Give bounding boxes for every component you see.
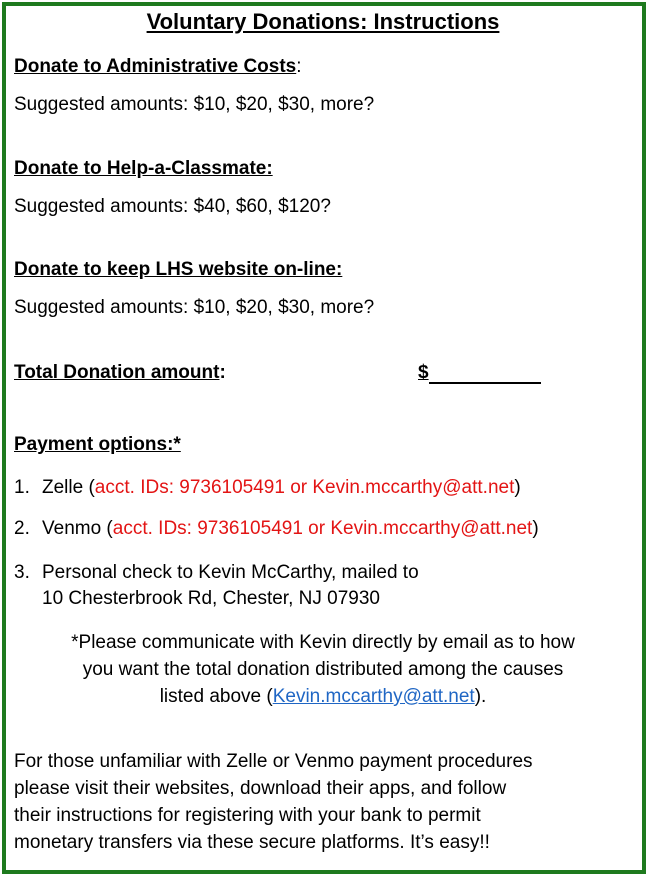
footer-line-2: please visit their websites, download their apps, and follow <box>14 778 507 799</box>
close-paren: ) <box>532 518 539 539</box>
list-number: 2. <box>14 518 30 539</box>
footer-line-1: For those unfamiliar with Zelle or Venmo payment procedures <box>14 751 533 772</box>
payment-method-name: Zelle ( <box>42 477 95 498</box>
admin-costs-colon: : <box>296 56 302 77</box>
total-donation-label <box>14 362 226 384</box>
note-line-3 <box>0 686 646 708</box>
zelle-account-ids: acct. IDs: 9736105491 or Kevin.mccarthy@att.net <box>94 477 515 498</box>
check-instructions: Personal check to Kevin McCarthy, mailed to <box>42 562 419 583</box>
close-paren: ) <box>514 477 521 498</box>
payment-method-name: Venmo ( <box>42 518 113 539</box>
help-classmate-amounts: Suggested amounts: $40, $60, $120? <box>14 196 331 217</box>
website-amounts: Suggested amounts: $10, $20, $30, more? <box>14 297 375 318</box>
note-line-3-text: listed above ( <box>159 686 273 707</box>
payment-options-heading: Payment options:* <box>14 434 181 455</box>
note-line-2: you want the total donation distributed among the causes <box>82 659 564 680</box>
list-number: 1. <box>14 477 30 498</box>
note-line-1: *Please communicate with Kevin directly by email as to how <box>71 632 575 653</box>
venmo-account-ids: acct. IDs: 9736105491 or Kevin.mccarthy@att.net <box>112 518 533 539</box>
help-classmate-heading: Donate to Help-a-Classmate: <box>14 158 273 179</box>
total-donation-colon: : <box>219 362 226 383</box>
currency-symbol: $ <box>418 362 429 383</box>
page-title: Voluntary Donations: Instructions <box>146 9 500 34</box>
kevin-email-link[interactable]: Kevin.mccarthy@att.net <box>272 686 475 707</box>
list-number: 3. <box>14 562 30 583</box>
total-donation-field <box>418 362 541 384</box>
check-mailing-address: 10 Chesterbrook Rd, Chester, NJ 07930 <box>42 588 380 609</box>
note-line-3-end: ). <box>474 686 487 707</box>
amount-blank-line <box>429 363 541 384</box>
total-donation-label-text: Total Donation amount <box>14 362 220 383</box>
payment-option-venmo <box>14 518 539 540</box>
website-heading: Donate to keep LHS website on-line: <box>14 259 343 280</box>
admin-costs-amounts: Suggested amounts: $10, $20, $30, more? <box>14 94 375 115</box>
payment-option-check <box>14 562 419 584</box>
admin-costs-heading <box>14 56 302 78</box>
footer-line-3: their instructions for registering with your bank to permit <box>14 805 481 826</box>
payment-option-zelle <box>14 477 521 499</box>
admin-costs-heading-text: Donate to Administrative Costs <box>14 56 297 77</box>
footer-line-4: monetary transfers via these secure platforms. It’s easy!! <box>14 832 490 853</box>
